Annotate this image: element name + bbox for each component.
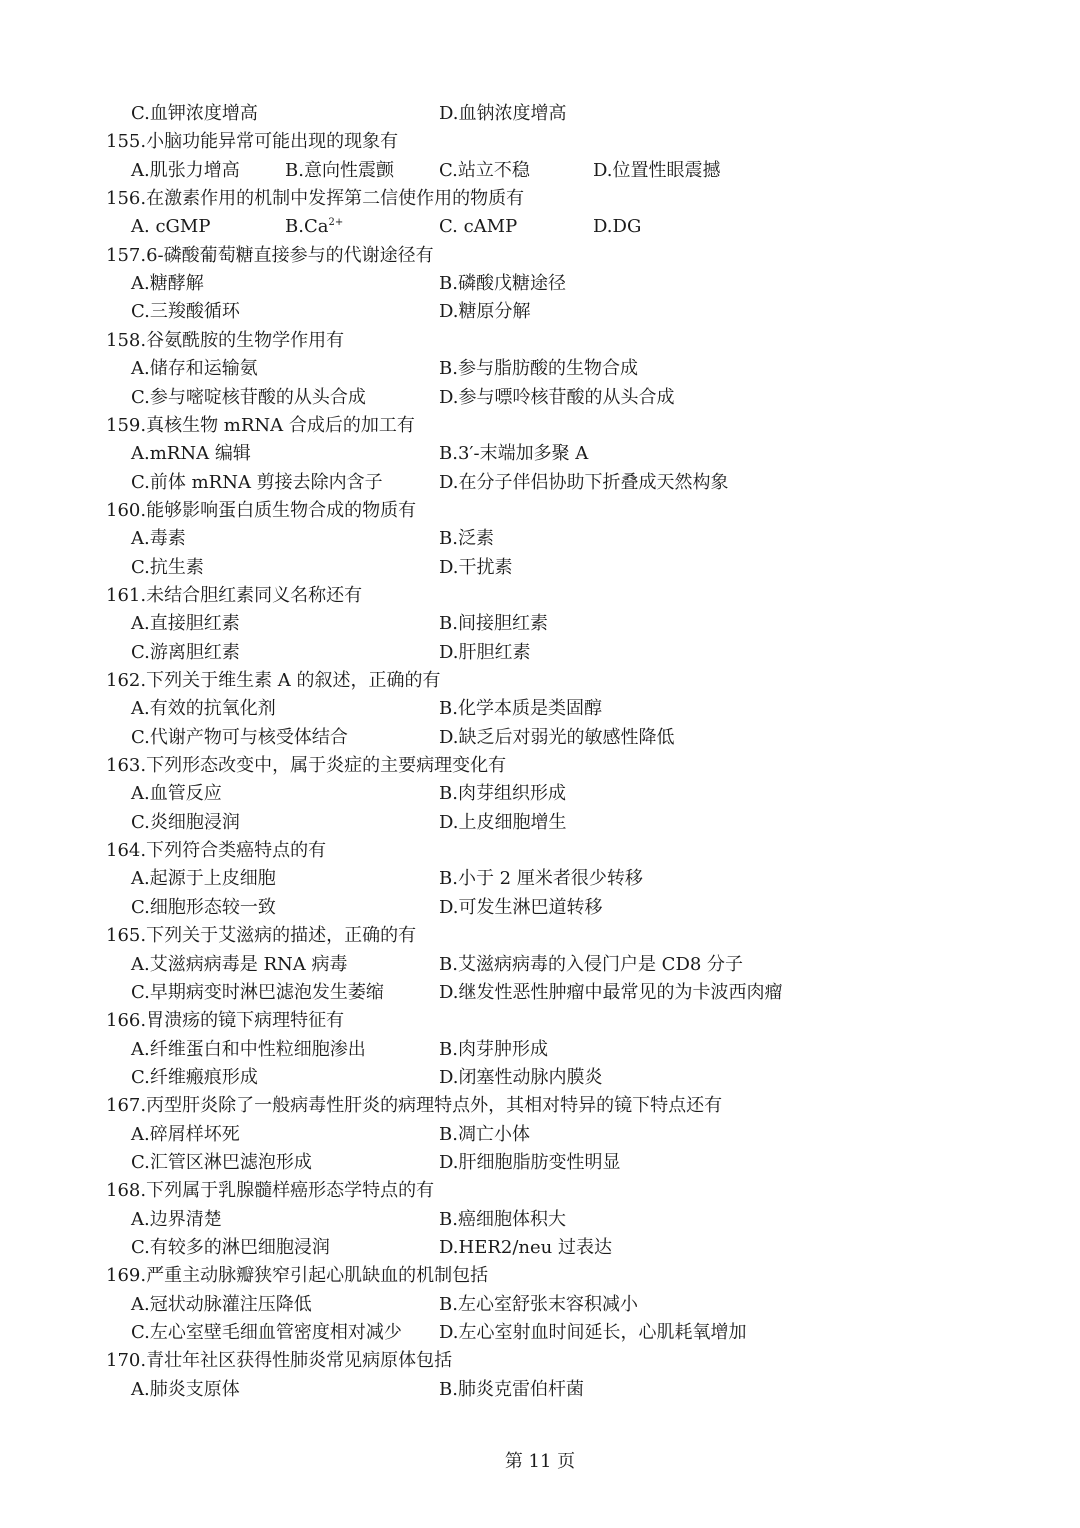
answer-option-text: D.干扰素 [439, 556, 513, 578]
page-number: 第 11 页 [504, 1451, 576, 1472]
answer-option-text: C.细胞形态较一致 [131, 896, 276, 918]
answer-option-text: A.碎屑样坏死 [131, 1123, 240, 1145]
question-stem: 155.小脑功能异常可能出现的现象有 [106, 131, 399, 153]
answer-option-text: B.癌细胞体积大 [439, 1208, 566, 1230]
answer-option [439, 469, 729, 497]
answer-option [593, 157, 721, 185]
option-row [131, 1291, 1031, 1319]
option-row [131, 440, 1031, 468]
answer-option [439, 1206, 566, 1234]
answer-option-text: B.意向性震颤 [285, 159, 394, 181]
answer-option-text: B.Ca [285, 216, 329, 238]
answer-option [131, 809, 240, 837]
answer-option-text: C.汇管区淋巴滤泡形成 [131, 1151, 312, 1173]
option-row [131, 355, 1031, 383]
answer-option [131, 979, 384, 1007]
answer-option [131, 695, 276, 723]
answer-option-text: C.代谢产物可与核受体结合 [131, 726, 348, 748]
question-stem: 156.在激素作用的机制中发挥第二信使作用的物质有 [106, 188, 525, 210]
answer-option-text: B.3′-末端加多聚 A [439, 443, 589, 465]
answer-option [131, 469, 383, 497]
answer-option-text: A.肺炎支原体 [131, 1378, 240, 1400]
option-row [131, 298, 1031, 326]
question-stem: 169.严重主动脉瓣狭窄引起心肌缺血的机制包括 [106, 1265, 489, 1287]
answer-option [439, 1036, 548, 1064]
answer-option [593, 213, 641, 241]
question-stem: 166.胃溃疡的镜下病理特征有 [106, 1010, 345, 1032]
answer-option [439, 157, 530, 185]
answer-option-text: D.肝细胞脂肪变性明显 [439, 1151, 621, 1173]
answer-option [131, 1121, 240, 1149]
answer-option-text: D.上皮细胞增生 [439, 811, 567, 833]
option-row [131, 951, 1031, 979]
answer-option-text: C.抗生素 [131, 556, 204, 578]
answer-option-text: A.肌张力增高 [131, 159, 240, 181]
option-row [131, 384, 1031, 412]
answer-option-text: B.泛素 [439, 528, 494, 550]
answer-option-text: C.三羧酸循环 [131, 301, 240, 323]
answer-option [439, 979, 783, 1007]
option-row [131, 1121, 1031, 1149]
answer-option [439, 100, 567, 128]
answer-option [439, 639, 531, 667]
answer-option-text: C.血钾浓度增高 [131, 103, 258, 124]
answer-option-text: C. cAMP [439, 216, 518, 238]
answer-option-text: D.参与嘌呤核苷酸的从头合成 [439, 386, 675, 408]
option-row [131, 213, 1031, 241]
answer-option-text: D.闭塞性动脉内膜炎 [439, 1066, 603, 1088]
answer-option [439, 1319, 747, 1347]
answer-option-text: D.可发生淋巴道转移 [439, 896, 603, 918]
option-row [131, 724, 1031, 752]
option-row [131, 1036, 1031, 1064]
answer-option [439, 809, 567, 837]
answer-option [131, 298, 240, 326]
answer-option [131, 1206, 222, 1234]
answer-option-text: C.早期病变时淋巴滤泡发生萎缩 [131, 981, 384, 1003]
answer-option-text: B.肉芽肿形成 [439, 1038, 548, 1060]
answer-option-text: A.毒素 [131, 528, 186, 550]
answer-option-text: A.艾滋病病毒是 RNA 病毒 [131, 953, 348, 975]
answer-option [131, 213, 210, 241]
answer-option [131, 384, 366, 412]
answer-option [131, 1319, 402, 1347]
answer-option [131, 724, 348, 752]
answer-option-text: A.起源于上皮细胞 [131, 868, 276, 890]
answer-option [439, 213, 517, 241]
answer-option-text: C.纤维瘢痕形成 [131, 1066, 258, 1088]
answer-option-text: B.磷酸戊糖途径 [439, 273, 566, 295]
answer-option-text: C.左心室壁毛细血管密度相对减少 [131, 1322, 402, 1344]
option-row [131, 610, 1031, 638]
question-stem: 160.能够影响蛋白质生物合成的物质有 [106, 499, 417, 521]
answer-option [439, 780, 566, 808]
question-stem: 158.谷氨酰胺的生物学作用有 [106, 329, 345, 351]
answer-option-text: C.游离胆红素 [131, 641, 240, 663]
option-row [131, 695, 1031, 723]
answer-option-text: D.左心室射血时间延长，心肌耗氧增加 [439, 1322, 747, 1344]
answer-option-text: B.小于 2 厘米者很少转移 [439, 868, 643, 890]
answer-option-text: B.化学本质是类固醇 [439, 698, 602, 720]
answer-option [131, 554, 204, 582]
answer-option-text: A.mRNA 编辑 [131, 443, 251, 465]
answer-option [285, 157, 394, 185]
answer-option-text: D.缺乏后对弱光的敏感性降低 [439, 726, 675, 748]
answer-option-text: D.血钠浓度增高 [439, 103, 567, 124]
answer-option-text: D.DG [593, 216, 642, 238]
answer-option-text: B.凋亡小体 [439, 1123, 530, 1145]
answer-option-text: A.纤维蛋白和中性粒细胞渗出 [131, 1038, 366, 1060]
answer-option [131, 355, 258, 383]
answer-option [439, 610, 548, 638]
answer-option [439, 298, 531, 326]
question-stem: 163.下列形态改变中，属于炎症的主要病理变化有 [106, 755, 507, 777]
answer-option [131, 525, 186, 553]
option-row [131, 157, 1031, 185]
answer-option [439, 951, 743, 979]
question-stem: 159.真核生物 mRNA 合成后的加工有 [106, 414, 415, 436]
answer-option [439, 384, 675, 412]
question-stem: 170.青壮年社区获得性肺炎常见病原体包括 [106, 1350, 453, 1372]
option-row [131, 639, 1031, 667]
answer-option-text: B.间接胆红素 [439, 613, 548, 635]
answer-option [131, 1149, 312, 1177]
option-row [131, 894, 1031, 922]
question-stem: 161.未结合胆红素同义名称还有 [106, 584, 363, 606]
answer-option [131, 1036, 366, 1064]
ion-charge-superscript: 2+ [328, 217, 344, 229]
answer-option-text: A.冠状动脉灌注压降低 [131, 1293, 312, 1315]
answer-option-text: A.边界清楚 [131, 1208, 222, 1230]
answer-option [131, 865, 276, 893]
answer-option-text: C.炎细胞浸润 [131, 811, 240, 833]
answer-option-text: D.在分子伴侣协助下折叠成天然构象 [439, 471, 729, 493]
answer-option [131, 780, 222, 808]
option-row [131, 865, 1031, 893]
answer-option [439, 440, 588, 468]
answer-option [131, 610, 240, 638]
answer-option-text: D.继发性恶性肿瘤中最常见的为卡波西肉瘤 [439, 981, 783, 1003]
answer-option-text: A. cGMP [131, 216, 211, 238]
question-stem: 168.下列属于乳腺髓样癌形态学特点的有 [106, 1180, 435, 1202]
option-row [131, 554, 1031, 582]
option-row [131, 1234, 1031, 1262]
answer-option [131, 1234, 330, 1262]
answer-option-text: B.肺炎克雷伯杆菌 [439, 1378, 584, 1400]
question-stem: 167.丙型肝炎除了一般病毒性肝炎的病理特点外，其相对特异的镜下特点还有 [106, 1095, 723, 1117]
answer-option-text: B.艾滋病病毒的入侵门户是 CD8 分子 [439, 953, 744, 975]
answer-option-text: D.肝胆红素 [439, 641, 531, 663]
option-row [131, 809, 1031, 837]
answer-option [131, 1291, 312, 1319]
answer-option [439, 554, 513, 582]
answer-option [131, 951, 347, 979]
answer-option [439, 1149, 621, 1177]
answer-option [439, 1121, 530, 1149]
answer-option [131, 639, 240, 667]
answer-option-text: C.参与嘧啶核苷酸的从头合成 [131, 386, 366, 408]
answer-option-text: C.站立不稳 [439, 159, 530, 181]
answer-option-text: A.血管反应 [131, 783, 222, 805]
answer-option-text: A.直接胆红素 [131, 613, 240, 635]
answer-option [131, 100, 258, 128]
answer-option [439, 1376, 584, 1404]
answer-option [131, 157, 240, 185]
option-row [131, 780, 1031, 808]
answer-option [439, 270, 566, 298]
question-stem: 162.下列关于维生素 A 的叙述，正确的有 [106, 670, 441, 691]
answer-option-text: B.左心室舒张末容积减小 [439, 1293, 638, 1315]
question-stem: 165.下列关于艾滋病的描述，正确的有 [106, 925, 417, 947]
option-row [131, 270, 1031, 298]
answer-option-text: B.肉芽组织形成 [439, 783, 566, 805]
answer-option-text: D.位置性眼震撼 [593, 159, 721, 181]
answer-option [439, 355, 638, 383]
option-row [131, 525, 1031, 553]
answer-option [439, 724, 675, 752]
answer-option [439, 695, 602, 723]
answer-option [439, 865, 643, 893]
answer-option-text: A.有效的抗氧化剂 [131, 698, 276, 720]
answer-option [131, 1376, 240, 1404]
answer-option-text: C.前体 mRNA 剪接去除内含子 [131, 471, 383, 493]
answer-option [439, 894, 603, 922]
answer-option [131, 270, 204, 298]
question-stem: 164.下列符合类癌特点的有 [106, 840, 327, 862]
answer-option [131, 894, 276, 922]
answer-option-text: D.HER2/neu 过表达 [439, 1237, 612, 1258]
answer-option-text: A.糖酵解 [131, 273, 204, 295]
option-row [131, 979, 1031, 1007]
answer-option [131, 440, 251, 468]
answer-option-text: B.参与脂肪酸的生物合成 [439, 358, 638, 380]
answer-option-text: A.储存和运输氨 [131, 358, 258, 380]
option-row [131, 469, 1031, 497]
answer-option [439, 1234, 612, 1262]
option-row [131, 1376, 1031, 1404]
answer-option [131, 1064, 258, 1092]
answer-option [439, 1291, 638, 1319]
option-row [131, 100, 1031, 128]
answer-option [285, 213, 343, 241]
answer-option [439, 525, 494, 553]
answer-option-text: D.糖原分解 [439, 301, 531, 323]
question-stem: 157.6-磷酸葡萄糖直接参与的代谢途径有 [106, 244, 434, 266]
answer-option [439, 1064, 603, 1092]
option-row [131, 1319, 1031, 1347]
answer-option-text: C.有较多的淋巴细胞浸润 [131, 1237, 330, 1258]
option-row [131, 1206, 1031, 1234]
option-row [131, 1149, 1031, 1177]
option-row [131, 1064, 1031, 1092]
